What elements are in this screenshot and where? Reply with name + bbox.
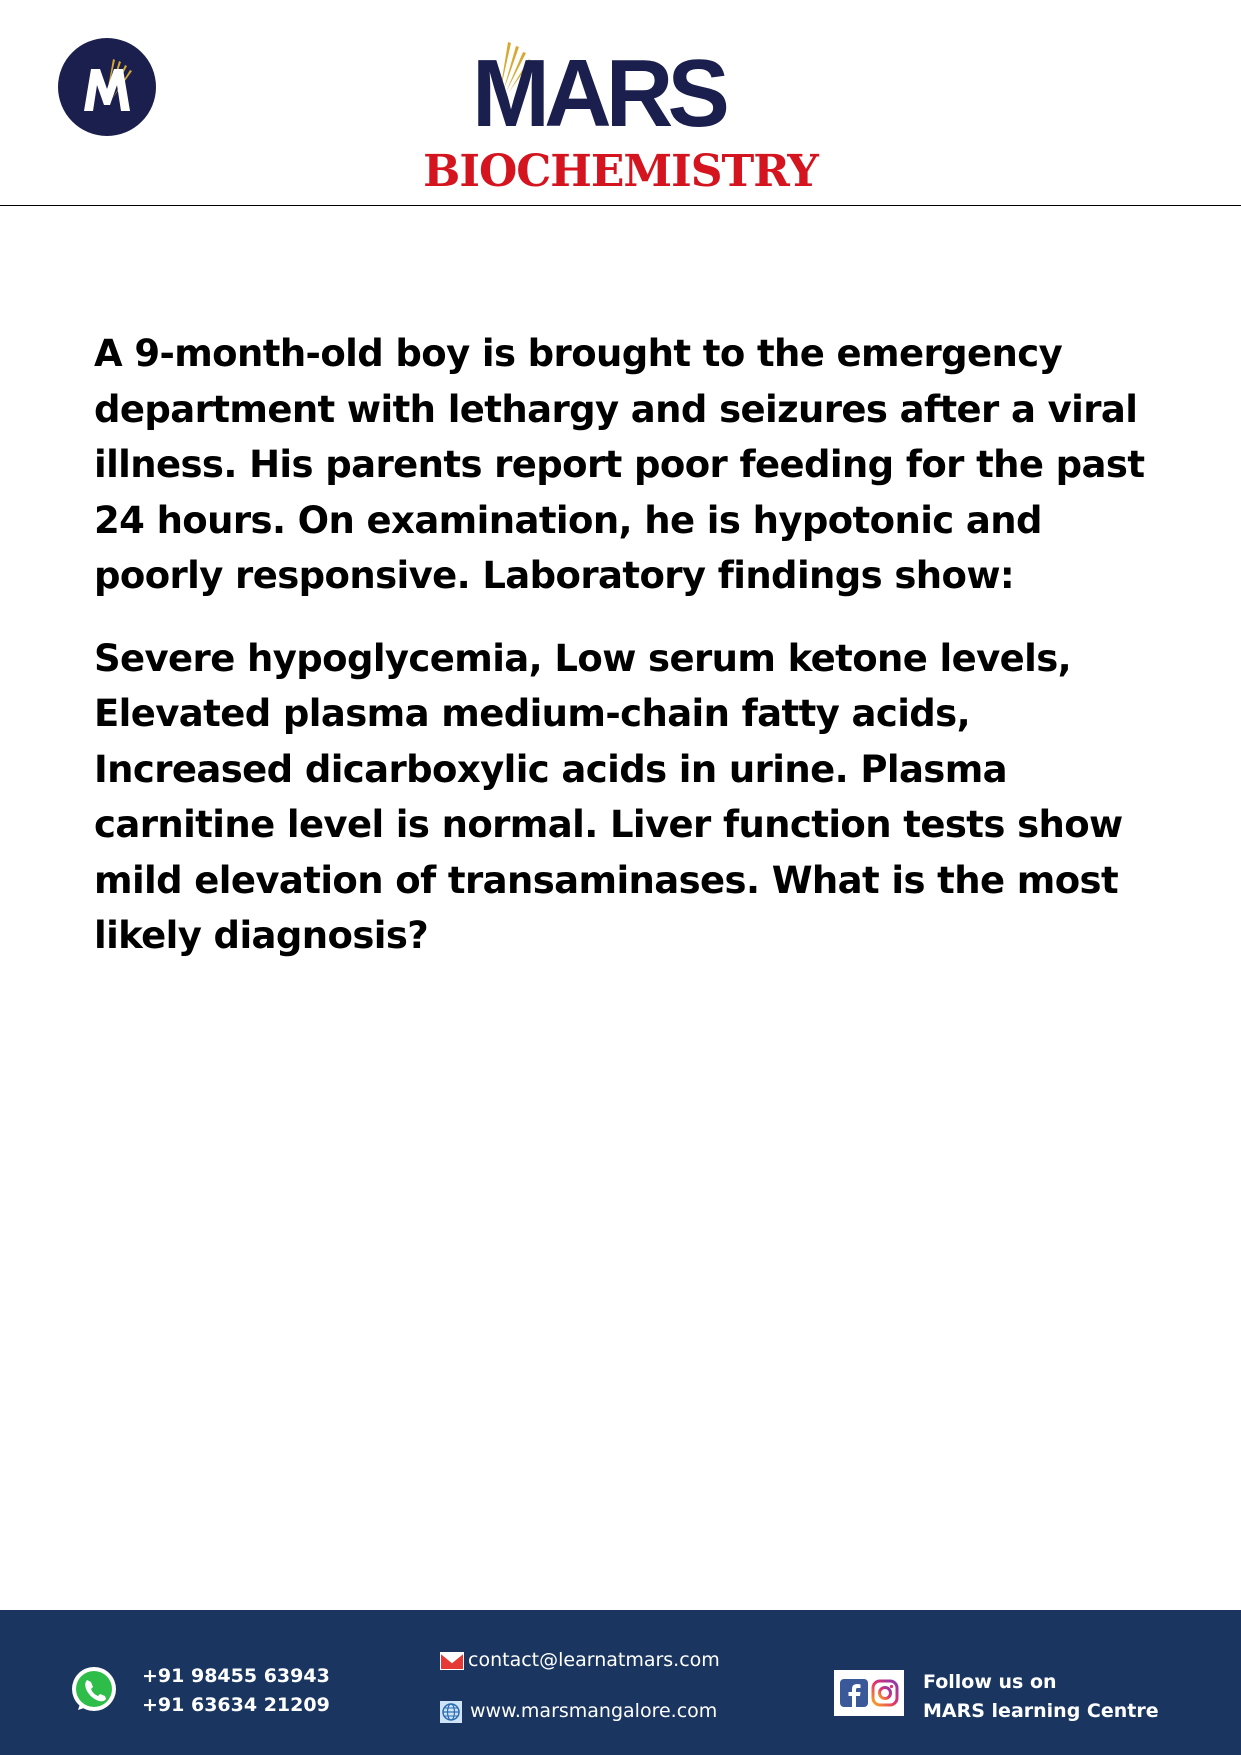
follow-us-account[interactable]: MARS learning Centre bbox=[923, 1700, 1159, 1722]
phone-number-2[interactable]: +91 63634 21209 bbox=[142, 1694, 330, 1716]
question-paragraph-2: Severe hypoglycemia, Low serum ketone levels, Elevated plasma medium-chain fatty acids, Increased dicarboxylic acids in urine. Plasma carnitine level is normal. Liver function tests show mild elevation of transaminases. What is the most likely diagnosis? bbox=[94, 636, 1123, 957]
website-link[interactable]: www.marsmangalore.com bbox=[470, 1700, 718, 1722]
globe-icon bbox=[440, 1701, 462, 1723]
question-paragraph-1: A 9-month-old boy is brought to the emergency department with lethargy and seizures after a viral illness. His parents report poor feeding for the past 24 hours. On examination, he is hypotonic and poorly responsive. Laboratory findings show: bbox=[94, 332, 1145, 597]
whatsapp-icon bbox=[68, 1664, 120, 1716]
social-icons bbox=[834, 1670, 904, 1716]
subject-title: BIOCHEMISTRY bbox=[423, 146, 818, 197]
mail-icon bbox=[440, 1652, 464, 1670]
contact-footer bbox=[0, 1610, 1241, 1755]
question-body bbox=[94, 326, 1164, 964]
brand-wordmark: MARS bbox=[472, 40, 727, 130]
instagram-icon[interactable] bbox=[870, 1678, 900, 1708]
facebook-icon[interactable] bbox=[840, 1679, 868, 1707]
mars-badge-logo bbox=[57, 37, 157, 137]
email-link[interactable]: contact@learnatmars.com bbox=[468, 1649, 720, 1671]
phone-number-1[interactable]: +91 98455 63943 bbox=[142, 1665, 330, 1687]
mars-wordmark-logo bbox=[470, 40, 730, 130]
header-divider bbox=[0, 205, 1241, 206]
follow-us-label: Follow us on bbox=[923, 1671, 1057, 1693]
page-header bbox=[0, 0, 1241, 206]
